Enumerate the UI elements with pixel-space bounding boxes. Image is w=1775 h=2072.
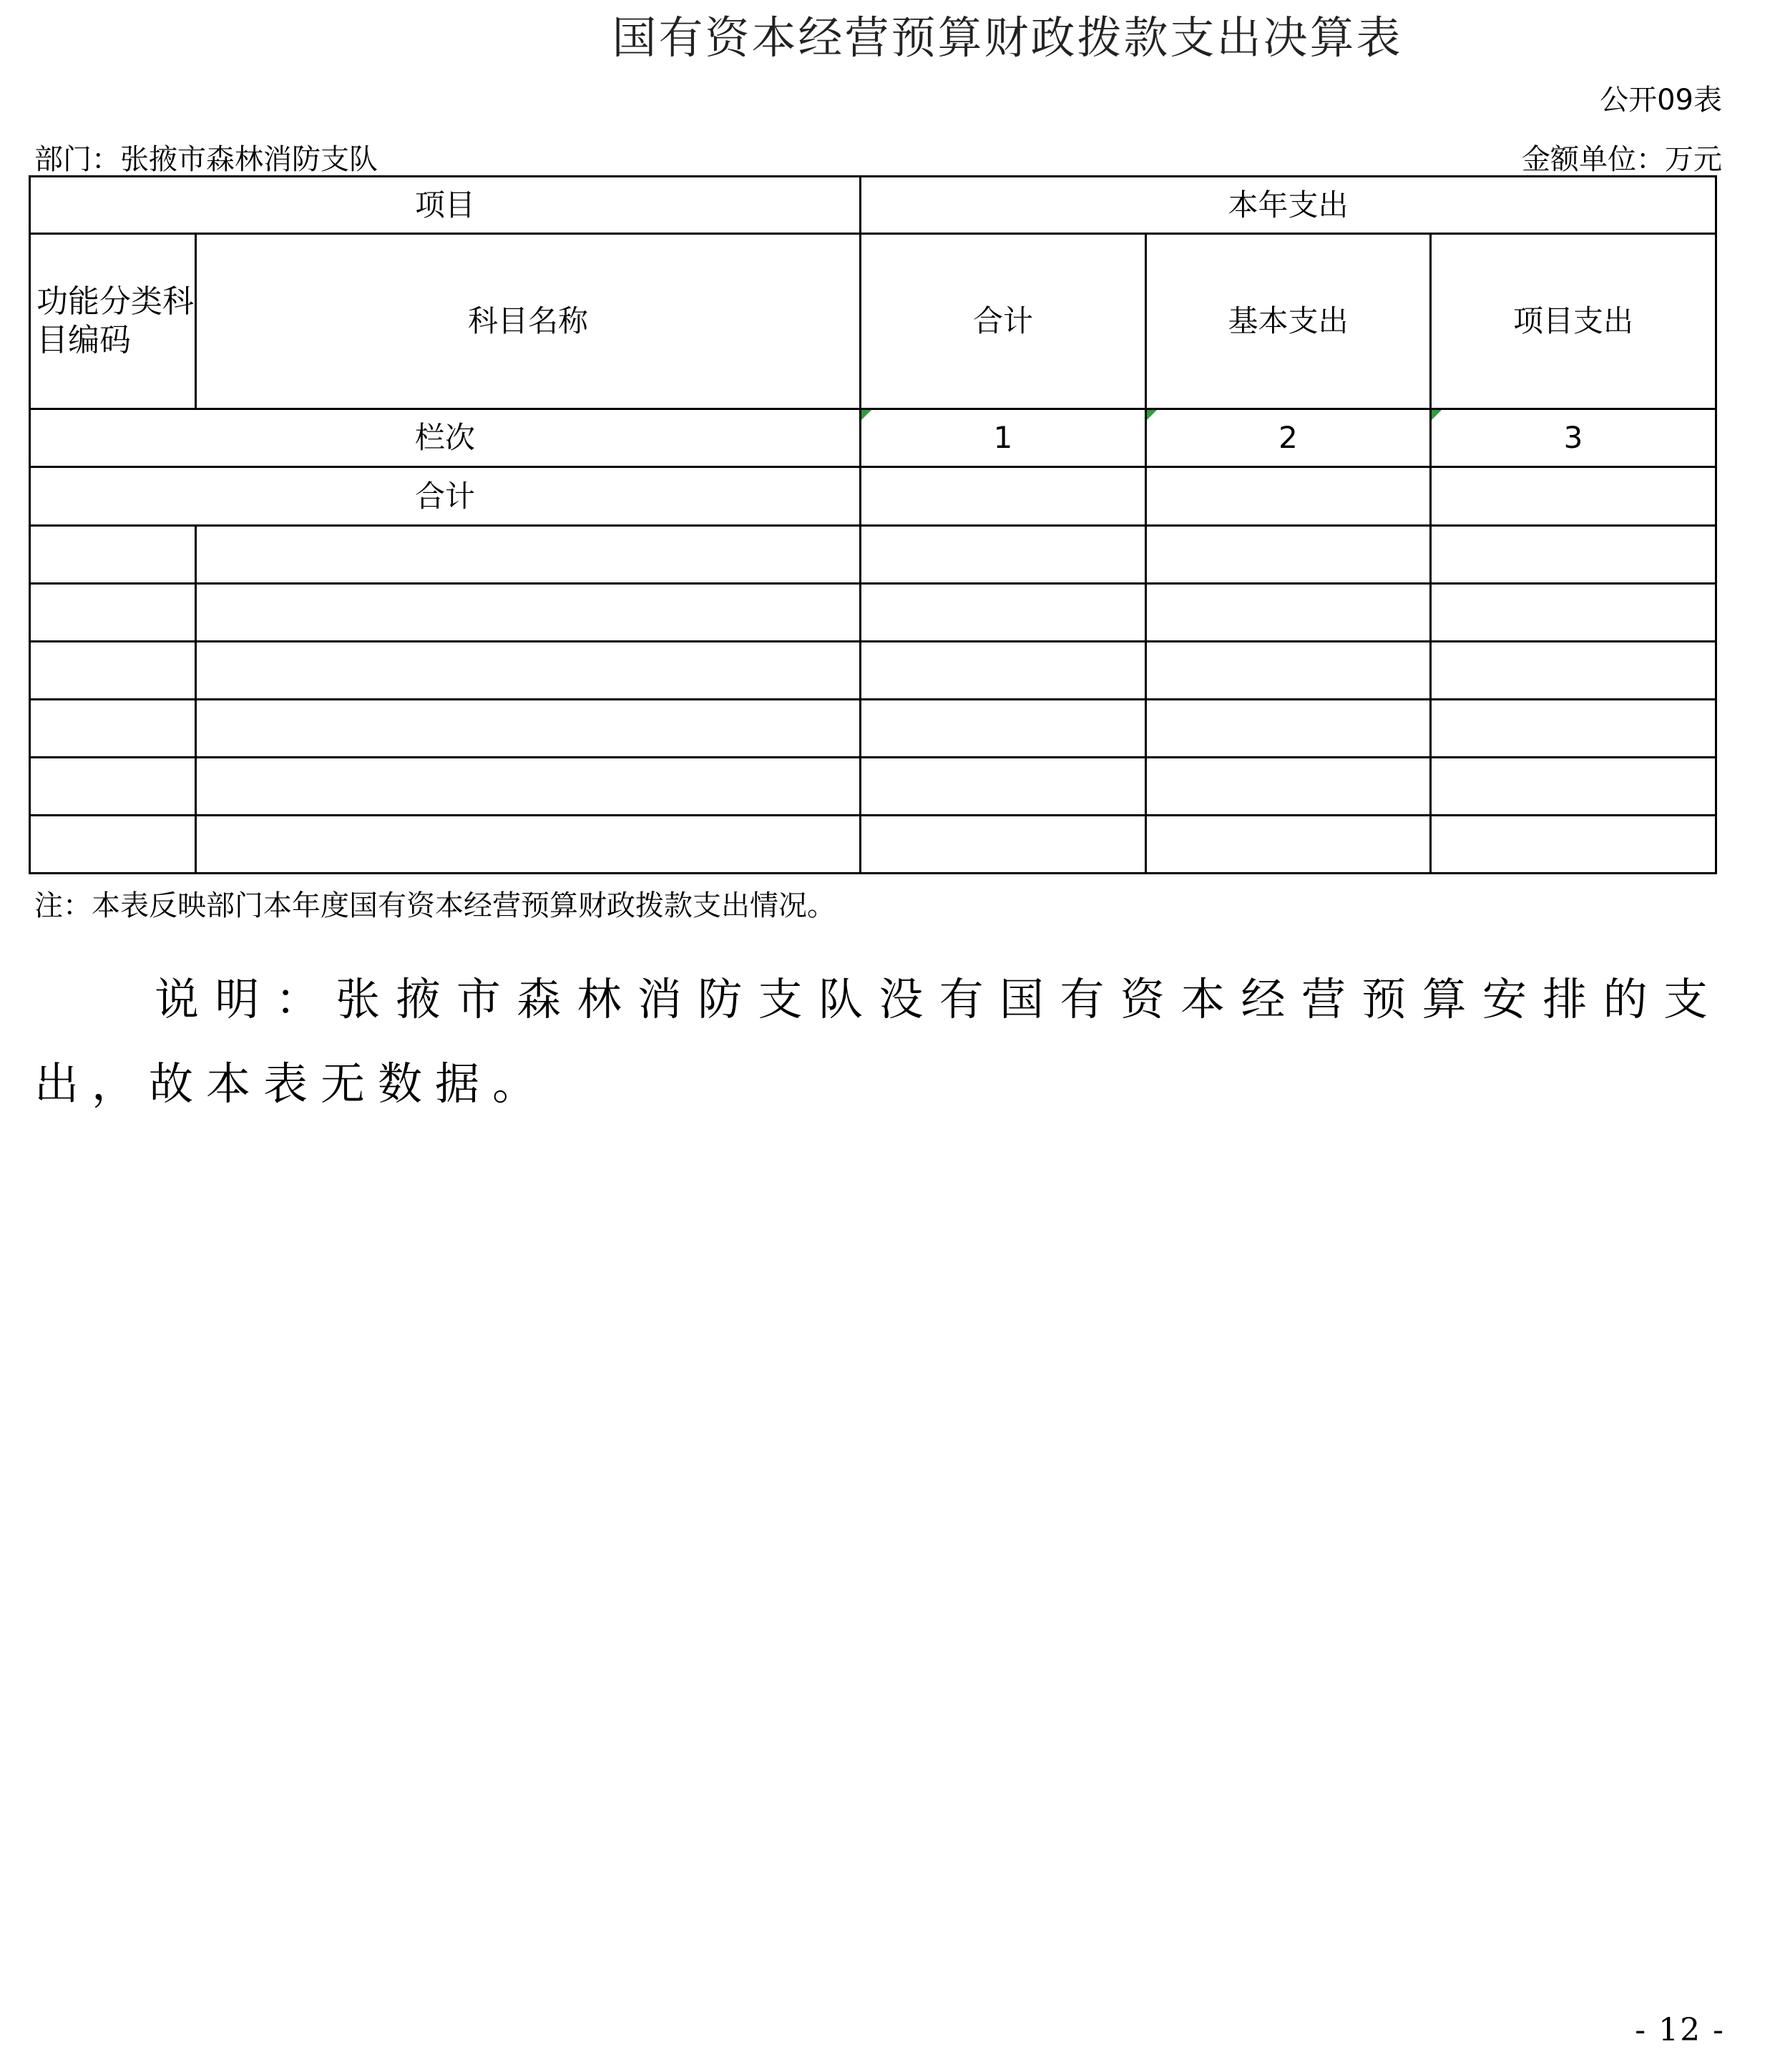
table-cell [1146, 816, 1431, 874]
table-cell [1431, 700, 1716, 758]
table-cell [196, 642, 861, 700]
header-row-1 [30, 177, 1716, 234]
page-title: 国有资本经营预算财政拨款支出决算表 [612, 11, 1403, 64]
header-row-2 [30, 234, 1716, 409]
column-index-3: 3 [1431, 409, 1716, 467]
table-cell [30, 816, 196, 874]
header-total: 合计 [861, 234, 1146, 409]
table-number: 公开09表 [1600, 84, 1722, 117]
table-row [30, 526, 1716, 584]
header-project: 项目 [30, 177, 861, 234]
total-row-cell [1431, 467, 1716, 526]
table-cell [30, 758, 196, 816]
table-cell [1146, 526, 1431, 584]
total-row [30, 467, 1716, 526]
table-cell [196, 526, 861, 584]
expenditure-table [29, 175, 1717, 874]
table-cell [1146, 642, 1431, 700]
total-row-cell [1146, 467, 1431, 526]
header-basic-expenditure: 基本支出 [1146, 234, 1431, 409]
table-cell [1431, 642, 1716, 700]
table-cell [1146, 584, 1431, 642]
table-cell [861, 526, 1146, 584]
total-row-cell [861, 467, 1146, 526]
column-index-label: 栏次 [30, 409, 861, 467]
table-note: 注：本表反映部门本年度国有资本经营预算财政拨款支出情况。 [34, 889, 836, 922]
page-number: - 12 - [1635, 2012, 1725, 2048]
table-cell [30, 584, 196, 642]
table-cell [1146, 700, 1431, 758]
table-row [30, 816, 1716, 874]
column-index-1: 1 [861, 409, 1146, 467]
table-cell [196, 816, 861, 874]
table-cell [30, 700, 196, 758]
table-cell [861, 816, 1146, 874]
table-cell [30, 526, 196, 584]
table-cell [196, 758, 861, 816]
table-cell [861, 642, 1146, 700]
table-cell [1431, 584, 1716, 642]
header-current-year-expenditure: 本年支出 [861, 177, 1716, 234]
header-subject-name: 科目名称 [196, 234, 861, 409]
table-row [30, 584, 1716, 642]
table-row [30, 758, 1716, 816]
table-cell [196, 584, 861, 642]
table-cell [1146, 758, 1431, 816]
column-index-row [30, 409, 1716, 467]
table-cell [1431, 816, 1716, 874]
table-row [30, 642, 1716, 700]
description-paragraph: 说明：张掖市森林消防支队没有国有资本经营预算安排的支出，故本表无数据。 [34, 973, 1721, 1110]
table-cell [861, 584, 1146, 642]
header-function-code: 功能分类科目编码 [30, 234, 196, 409]
column-index-2: 2 [1146, 409, 1431, 467]
table-cell [861, 758, 1146, 816]
table-cell [861, 700, 1146, 758]
table-cell [30, 642, 196, 700]
table-cell [1431, 526, 1716, 584]
department-label: 部门：张掖市森林消防支队 [34, 143, 378, 176]
table-cell [196, 700, 861, 758]
total-row-label: 合计 [30, 467, 861, 526]
table-row [30, 700, 1716, 758]
table-cell [1431, 758, 1716, 816]
header-project-expenditure: 项目支出 [1431, 234, 1716, 409]
amount-unit: 金额单位：万元 [1522, 143, 1722, 176]
